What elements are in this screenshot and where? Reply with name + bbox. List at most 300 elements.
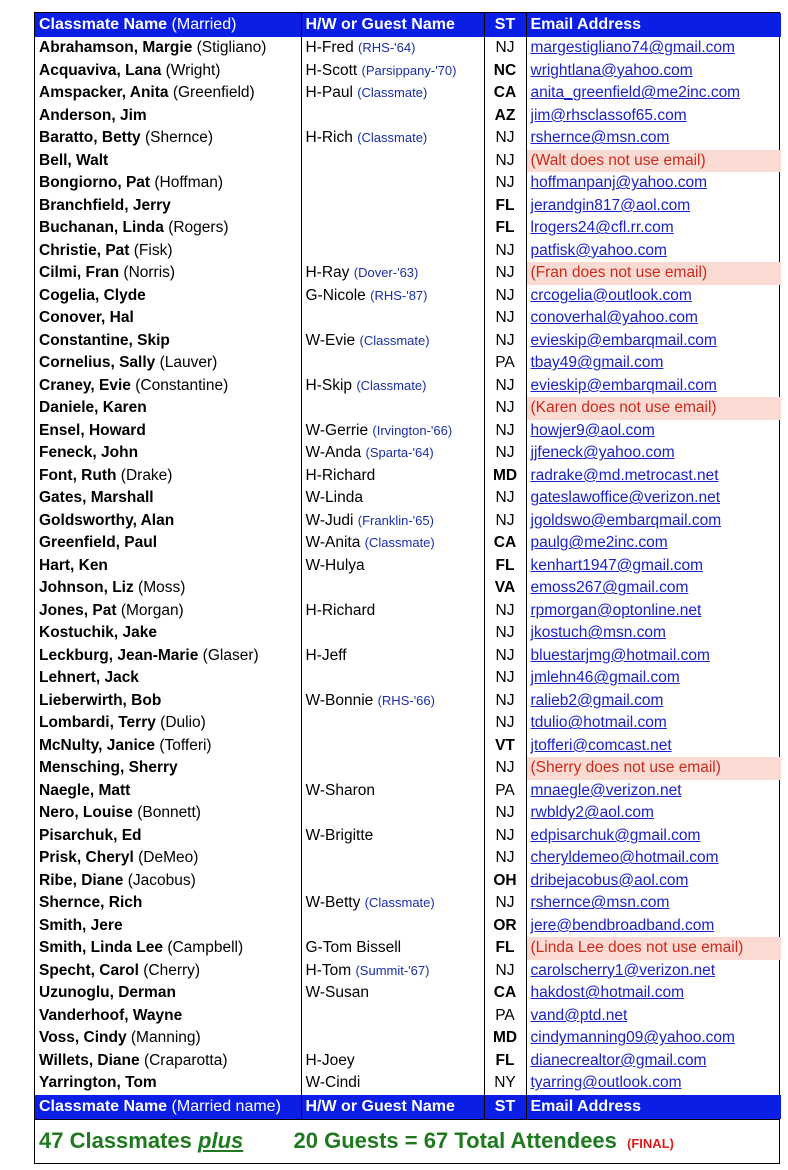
no-email-note: (Walt does not use email)	[530, 151, 706, 169]
email-cell	[526, 375, 781, 398]
name-cell	[35, 352, 301, 375]
married-name: (Tofferi)	[159, 736, 212, 754]
table-row	[35, 735, 781, 758]
state-cell	[484, 172, 526, 195]
email-link[interactable]: gateslawoffice@verizon.net	[530, 489, 720, 507]
guest-relation: W-	[305, 556, 326, 574]
email-cell	[526, 150, 781, 173]
married-name: (Campbell)	[167, 939, 244, 957]
guest-total: 20 Guests = 67 Total Attendees	[293, 1127, 617, 1153]
name-cell	[35, 195, 301, 218]
state-code: NJ	[495, 309, 515, 327]
state-cell	[484, 802, 526, 825]
name-cell	[35, 577, 301, 600]
classmate-name: Johnson, Liz	[39, 579, 134, 597]
classmate-name: Conover, Hal	[39, 309, 134, 327]
married-name: (DeMeo)	[138, 849, 199, 867]
classmate-name: Cornelius, Sally	[39, 354, 156, 372]
guest-cell	[301, 397, 484, 420]
guest-cell	[301, 285, 484, 308]
table-row	[35, 465, 781, 488]
guest-relation: G-	[305, 939, 323, 957]
guest-name: Gerrie	[325, 421, 369, 439]
classmate-name: Lieberwirth, Bob	[39, 691, 162, 709]
guest-cell	[301, 1005, 484, 1028]
state-code: NJ	[495, 489, 515, 507]
table-header	[35, 13, 781, 37]
guest-name: Richard	[321, 601, 376, 619]
name-cell	[35, 375, 301, 398]
state-code: MD	[492, 466, 518, 484]
table-row	[35, 127, 781, 150]
table-row	[35, 105, 781, 128]
guest-name: Rich	[321, 129, 353, 147]
guest-cell	[301, 150, 484, 173]
email-link[interactable]: conoverhal@yahoo.com	[530, 309, 698, 327]
table-row	[35, 352, 781, 375]
email-cell	[526, 262, 781, 285]
married-name: (Lauver)	[159, 354, 218, 372]
table-row	[35, 195, 781, 218]
name-cell	[35, 127, 301, 150]
email-cell	[526, 105, 781, 128]
state-code: NJ	[495, 646, 515, 664]
guest-name: Anita	[325, 534, 361, 552]
email-link[interactable]: mnaegle@verizon.net	[530, 781, 682, 799]
guest-detail: (Sparta-'64)	[365, 445, 434, 461]
email-cell	[526, 217, 781, 240]
email-link[interactable]: jmlehn46@gmail.com	[530, 669, 680, 687]
state-code: NY	[494, 1074, 516, 1092]
no-email-note: (Karen does not use email)	[530, 399, 717, 417]
guest-cell	[301, 802, 484, 825]
email-cell	[526, 577, 781, 600]
state-cell	[484, 600, 526, 623]
guest-relation: W-	[305, 1074, 326, 1092]
email-cell	[526, 802, 781, 825]
email-link[interactable]: kenhart1947@gmail.com	[530, 556, 704, 574]
classmate-name: Specht, Carol	[39, 961, 139, 979]
email-link[interactable]: rshernce@msn.com	[530, 129, 670, 147]
state-code: OR	[493, 916, 517, 934]
guest-cell	[301, 195, 484, 218]
header-guest: H/W or Guest Name	[301, 13, 484, 37]
guest-cell	[301, 37, 484, 60]
state-code: PA	[495, 354, 515, 372]
name-cell	[35, 960, 301, 983]
guest-relation: W-	[305, 511, 326, 529]
guest-relation: W-	[305, 444, 326, 462]
guest-name: Susan	[325, 984, 369, 1002]
name-cell	[35, 60, 301, 83]
state-cell	[484, 352, 526, 375]
table-row	[35, 937, 781, 960]
state-cell	[484, 307, 526, 330]
table-row	[35, 442, 781, 465]
guest-relation: W-	[305, 781, 326, 799]
guest-relation: W-	[305, 331, 326, 349]
guest-relation: W-	[305, 489, 326, 507]
guest-name: Paul	[321, 84, 353, 102]
guest-cell	[301, 217, 484, 240]
email-link[interactable]: evieskip@embarqmail.com	[530, 376, 717, 394]
classmate-name: Lehnert, Jack	[39, 669, 139, 687]
married-name: (Glaser)	[202, 646, 259, 664]
table-row	[35, 690, 781, 713]
classmate-name: Acquaviva, Lana	[39, 61, 162, 79]
email-cell	[526, 712, 781, 735]
table-row	[35, 780, 781, 803]
name-cell	[35, 600, 301, 623]
table-body	[35, 37, 781, 1095]
table-row	[35, 802, 781, 825]
state-cell	[484, 1050, 526, 1073]
guest-cell	[301, 577, 484, 600]
email-link[interactable]: carolscherry1@verizon.net	[530, 961, 716, 979]
table-row	[35, 667, 781, 690]
guest-cell	[301, 622, 484, 645]
guest-cell	[301, 1050, 484, 1073]
table-row	[35, 82, 781, 105]
name-cell	[35, 465, 301, 488]
email-link[interactable]: jere@bendbroadband.com	[530, 916, 715, 934]
email-link[interactable]: anita_greenfield@me2inc.com	[530, 84, 741, 102]
email-link[interactable]: cindymanning09@yahoo.com	[530, 1029, 735, 1047]
header-name	[35, 13, 301, 37]
guest-name: Skip	[321, 376, 353, 394]
state-cell	[484, 555, 526, 578]
name-cell	[35, 802, 301, 825]
state-cell	[484, 960, 526, 983]
email-link[interactable]: ralieb2@gmail.com	[530, 691, 664, 709]
email-cell	[526, 510, 781, 533]
email-link[interactable]: dribejacobus@aol.com	[530, 871, 689, 889]
guest-detail: (Summit-'67)	[355, 962, 430, 978]
married-name: (Craparotta)	[143, 1051, 228, 1069]
guest-cell	[301, 172, 484, 195]
email-cell	[526, 847, 781, 870]
email-cell	[526, 127, 781, 150]
married-name: (Shernce)	[144, 129, 214, 147]
state-cell	[484, 667, 526, 690]
state-code: FL	[495, 1051, 515, 1069]
guest-relation: G-	[305, 286, 323, 304]
state-code: NJ	[495, 331, 515, 349]
table-row	[35, 532, 781, 555]
email-link[interactable]: jim@rhsclassof65.com	[530, 106, 687, 124]
state-code: NJ	[495, 376, 515, 394]
guest-relation: W-	[305, 534, 326, 552]
guest-relation: H-	[305, 39, 322, 57]
name-cell	[35, 892, 301, 915]
guest-relation: W-	[305, 421, 326, 439]
email-cell	[526, 420, 781, 443]
state-code: AZ	[494, 106, 516, 124]
no-email-note: (Fran does not use email)	[530, 264, 708, 282]
table-row	[35, 37, 781, 60]
state-code: NJ	[495, 804, 515, 822]
table-row	[35, 982, 781, 1005]
state-code: NJ	[495, 174, 515, 192]
attendance-summary	[35, 1119, 779, 1163]
header-name-sub: (Married)	[171, 16, 237, 33]
email-cell	[526, 37, 781, 60]
classmate-name: Lombardi, Terry	[39, 714, 156, 732]
email-cell	[526, 892, 781, 915]
classmate-name: Prisk, Cheryl	[39, 849, 134, 867]
married-name: (Rogers)	[168, 219, 229, 237]
footer-name-label: Classmate Name	[39, 1097, 168, 1115]
email-cell	[526, 195, 781, 218]
header-row	[35, 13, 781, 37]
table-row	[35, 915, 781, 938]
guest-name: Tom	[321, 961, 352, 979]
married-name: (Greenfield)	[172, 84, 255, 102]
email-link[interactable]: wrightlana@yahoo.com	[530, 61, 693, 79]
table-row	[35, 555, 781, 578]
name-cell	[35, 780, 301, 803]
guest-name: Tom Bissell	[322, 939, 402, 957]
table-row	[35, 217, 781, 240]
state-cell	[484, 37, 526, 60]
guest-detail: (Franklin-'65)	[357, 512, 434, 528]
table-row	[35, 847, 781, 870]
guest-cell	[301, 240, 484, 263]
email-link[interactable]: edpisarchuk@gmail.com	[530, 826, 701, 844]
married-name: (Bonnett)	[137, 804, 201, 822]
plus-word: plus	[198, 1127, 244, 1153]
footer-guest: H/W or Guest Name	[301, 1095, 484, 1119]
table-row	[35, 285, 781, 308]
name-cell	[35, 915, 301, 938]
classmate-name: Greenfield, Paul	[39, 534, 158, 552]
classmate-name: Cogelia, Clyde	[39, 286, 146, 304]
name-cell	[35, 1027, 301, 1050]
classmate-name: Anderson, Jim	[39, 106, 147, 124]
email-link[interactable]: jtofferi@comcast.net	[530, 736, 672, 754]
state-cell	[484, 892, 526, 915]
name-cell	[35, 645, 301, 668]
classmate-name: Daniele, Karen	[39, 399, 147, 417]
state-code: PA	[495, 781, 515, 799]
state-code: NJ	[495, 39, 515, 57]
guest-cell	[301, 487, 484, 510]
footer-email: Email Address	[526, 1095, 781, 1119]
table-footer	[35, 1095, 781, 1119]
guest-cell	[301, 1072, 484, 1095]
email-link[interactable]: evieskip@embarqmail.com	[530, 331, 717, 349]
guest-detail: (RHS-'66)	[377, 692, 435, 708]
footer-name-sub: (Married name)	[171, 1097, 281, 1115]
name-cell	[35, 1072, 301, 1095]
final-tag: (FINAL)	[627, 1135, 674, 1151]
classmate-name: Constantine, Skip	[39, 331, 170, 349]
email-link[interactable]: rwbldy2@aol.com	[530, 804, 654, 822]
guest-detail: (Parsippany-'70)	[361, 62, 457, 78]
state-code: NJ	[495, 759, 515, 777]
email-link[interactable]: bluestarjmg@hotmail.com	[530, 646, 710, 664]
classmate-name: Pisarchuk, Ed	[39, 826, 142, 844]
table-row	[35, 825, 781, 848]
classmate-name: Feneck, John	[39, 444, 139, 462]
married-name: (Constantine)	[135, 376, 229, 394]
state-code: FL	[495, 196, 515, 214]
guest-detail: (Classmate)	[359, 332, 430, 348]
state-cell	[484, 487, 526, 510]
guest-cell	[301, 870, 484, 893]
guest-detail: (Classmate)	[357, 130, 428, 146]
guest-cell	[301, 645, 484, 668]
state-cell	[484, 262, 526, 285]
table-row	[35, 645, 781, 668]
state-cell	[484, 510, 526, 533]
email-cell	[526, 442, 781, 465]
email-cell	[526, 555, 781, 578]
email-link[interactable]: dianecrealtor@gmail.com	[530, 1051, 707, 1069]
email-cell	[526, 1072, 781, 1095]
email-link[interactable]: lrogers24@cfl.rr.com	[530, 219, 674, 237]
state-cell	[484, 397, 526, 420]
married-name: (Cherry)	[143, 961, 201, 979]
state-code: VT	[495, 736, 515, 754]
state-code: NJ	[495, 151, 515, 169]
state-code: NJ	[495, 714, 515, 732]
guest-cell	[301, 667, 484, 690]
email-cell	[526, 622, 781, 645]
guest-name: Scott	[321, 61, 358, 79]
email-link[interactable]: tyarring@outlook.com	[530, 1074, 682, 1092]
email-cell	[526, 487, 781, 510]
state-cell	[484, 240, 526, 263]
married-name: (Jacobus)	[127, 871, 196, 889]
name-cell	[35, 217, 301, 240]
name-cell	[35, 150, 301, 173]
email-link[interactable]: howjer9@aol.com	[530, 421, 655, 439]
email-link[interactable]: hoffmanpanj@yahoo.com	[530, 174, 708, 192]
name-cell	[35, 690, 301, 713]
name-cell	[35, 442, 301, 465]
state-code: FL	[495, 219, 515, 237]
guest-cell	[301, 825, 484, 848]
classmate-name: Smith, Linda Lee	[39, 939, 164, 957]
state-cell	[484, 937, 526, 960]
email-cell	[526, 870, 781, 893]
email-link[interactable]: patfisk@yahoo.com	[530, 241, 667, 259]
table-row	[35, 1005, 781, 1028]
married-name: (Wright)	[165, 61, 221, 79]
email-link[interactable]: jgoldswo@embarqmail.com	[530, 511, 722, 529]
state-cell	[484, 465, 526, 488]
state-code: NJ	[495, 421, 515, 439]
email-link[interactable]: rshernce@msn.com	[530, 894, 670, 912]
table-row	[35, 577, 781, 600]
state-code: CA	[493, 534, 517, 552]
email-link[interactable]: cheryldemeo@hotmail.com	[530, 849, 719, 867]
email-link[interactable]: crcogelia@outlook.com	[530, 286, 692, 304]
name-cell	[35, 667, 301, 690]
state-cell	[484, 982, 526, 1005]
classmate-name: Cilmi, Fran	[39, 264, 120, 282]
guest-detail: (Dover-'63)	[353, 265, 419, 281]
header-state: ST	[484, 13, 526, 37]
state-cell	[484, 712, 526, 735]
email-link[interactable]: jkostuch@msn.com	[530, 624, 666, 642]
email-link[interactable]: rpmorgan@optonline.net	[530, 601, 702, 619]
state-code: NJ	[495, 511, 515, 529]
guest-cell	[301, 555, 484, 578]
no-email-note: (Sherry does not use email)	[530, 759, 721, 777]
classmate-name: Bongiorno, Pat	[39, 174, 151, 192]
married-name: (Moss)	[138, 579, 186, 597]
email-link[interactable]: radrake@md.metrocast.net	[530, 466, 719, 484]
email-link[interactable]: tdulio@hotmail.com	[530, 714, 667, 732]
table-row	[35, 420, 781, 443]
email-link[interactable]: vand@ptd.net	[530, 1006, 628, 1024]
name-cell	[35, 420, 301, 443]
guest-detail: (Classmate)	[356, 377, 427, 393]
guest-cell	[301, 105, 484, 128]
email-link[interactable]: tbay49@gmail.com	[530, 354, 664, 372]
email-cell	[526, 825, 781, 848]
name-cell	[35, 532, 301, 555]
email-link[interactable]: hakdost@hotmail.com	[530, 984, 685, 1002]
attendee-table	[35, 13, 781, 1119]
state-cell	[484, 915, 526, 938]
classmate-name: Baratto, Betty	[39, 129, 141, 147]
table-row	[35, 262, 781, 285]
table-row	[35, 757, 781, 780]
table-row	[35, 892, 781, 915]
name-cell	[35, 825, 301, 848]
classmate-name: Ensel, Howard	[39, 421, 146, 439]
classmate-name: Uzunoglu, Derman	[39, 984, 176, 1002]
table-row	[35, 60, 781, 83]
guest-relation: H-	[305, 264, 322, 282]
email-link[interactable]: jerandgin817@aol.com	[530, 196, 691, 214]
no-email-note: (Linda Lee does not use email)	[530, 939, 744, 957]
married-name: (Norris)	[123, 264, 176, 282]
guest-cell	[301, 847, 484, 870]
classmate-name: Craney, Evie	[39, 376, 131, 394]
email-cell	[526, 285, 781, 308]
guest-name: Ray	[321, 264, 350, 282]
state-cell	[484, 780, 526, 803]
name-cell	[35, 847, 301, 870]
state-code: NJ	[495, 601, 515, 619]
guest-cell	[301, 982, 484, 1005]
email-link[interactable]: margestigliano74@gmail.com	[530, 39, 735, 57]
classmate-name: Voss, Cindy	[39, 1029, 127, 1047]
guest-name: Judi	[325, 511, 354, 529]
guest-name: Bonnie	[325, 691, 374, 709]
state-cell	[484, 825, 526, 848]
guest-relation: H-	[305, 84, 322, 102]
state-cell	[484, 195, 526, 218]
guest-relation: W-	[305, 826, 326, 844]
state-code: NJ	[495, 399, 515, 417]
name-cell	[35, 555, 301, 578]
state-cell	[484, 420, 526, 443]
email-link[interactable]: jjfeneck@yahoo.com	[530, 444, 675, 462]
email-link[interactable]: emoss267@gmail.com	[530, 579, 689, 597]
classmate-name: Gates, Marshall	[39, 489, 154, 507]
state-cell	[484, 757, 526, 780]
email-link[interactable]: paulg@me2inc.com	[530, 534, 668, 552]
state-cell	[484, 1027, 526, 1050]
table-row	[35, 1027, 781, 1050]
name-cell	[35, 82, 301, 105]
guest-relation: H-	[305, 961, 322, 979]
